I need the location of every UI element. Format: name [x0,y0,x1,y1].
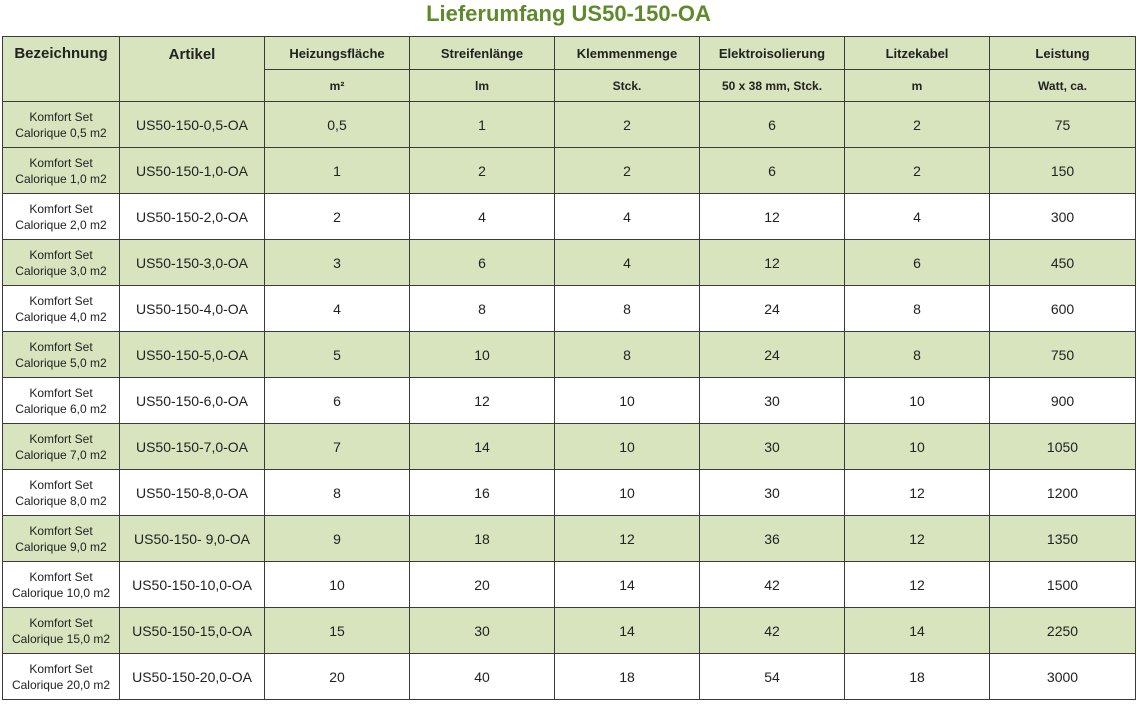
unit-streifenlaenge: lm [410,70,555,102]
table-row [3,470,1136,516]
cell-value: 6 [265,378,410,424]
bezeichnung-line-1: Komfort Set [29,201,93,216]
bezeichnung-line-1: Komfort Set [29,339,93,354]
cell-value: 18 [845,654,990,700]
cell-bezeichnung [3,654,120,700]
cell-value: 10 [555,378,700,424]
cell-value: 3 [265,240,410,286]
cell-value: 12 [555,516,700,562]
cell-value: 54 [700,654,845,700]
bezeichnung-line-2: Calorique 15,0 m2 [11,631,111,646]
header-artikel: Artikel [120,37,265,102]
cell-value: 12 [845,516,990,562]
cell-value: 10 [845,378,990,424]
cell-bezeichnung [3,194,120,240]
cell-value: 12 [845,562,990,608]
cell-value: 8 [555,286,700,332]
bezeichnung-line-2: Calorique 5,0 m2 [15,355,107,370]
cell-value: 8 [845,286,990,332]
cell-value: 5 [265,332,410,378]
cell-value: 24 [700,332,845,378]
cell-value: 10 [555,424,700,470]
unit-litzekabel: m [845,70,990,102]
bezeichnung-line-2: Calorique 9,0 m2 [15,539,107,554]
cell-value: 4 [555,240,700,286]
table-row [3,102,1136,148]
cell-value: 4 [845,194,990,240]
cell-value: 18 [410,516,555,562]
header-elektroisolierung: Elektroisolierung [700,37,845,70]
cell-value: 12 [410,378,555,424]
cell-value: 4 [265,286,410,332]
cell-artikel: US50-150-7,0-OA [120,424,265,470]
cell-value: 18 [555,654,700,700]
bezeichnung-line-1: Komfort Set [29,293,93,308]
cell-value: 4 [410,194,555,240]
cell-value: 2250 [990,608,1136,654]
cell-bezeichnung [3,378,120,424]
cell-bezeichnung [3,562,120,608]
table-row [3,516,1136,562]
cell-bezeichnung [3,286,120,332]
header-heizungsflaeche: Heizungsfläche [265,37,410,70]
bezeichnung-line-1: Komfort Set [29,477,93,492]
cell-value: 42 [700,608,845,654]
header-leistung: Leistung [990,37,1136,70]
cell-value: 8 [265,470,410,516]
cell-value: 6 [845,240,990,286]
cell-value: 12 [700,240,845,286]
header-litzekabel: Litzekabel [845,37,990,70]
bezeichnung-line-2: Calorique 4,0 m2 [15,309,107,324]
cell-value: 1050 [990,424,1136,470]
table-row [3,148,1136,194]
cell-value: 14 [845,608,990,654]
table-row [3,194,1136,240]
table-row [3,562,1136,608]
cell-value: 6 [700,148,845,194]
unit-elektroisolierung: 50 x 38 mm, Stck. [700,70,845,102]
header-streifenlaenge: Streifenlänge [410,37,555,70]
bezeichnung-line-1: Komfort Set [29,569,93,584]
cell-value: 7 [265,424,410,470]
cell-value: 14 [410,424,555,470]
cell-artikel: US50-150-6,0-OA [120,378,265,424]
bezeichnung-line-2: Calorique 8,0 m2 [15,493,107,508]
cell-value: 30 [700,424,845,470]
cell-artikel: US50-150-3,0-OA [120,240,265,286]
cell-value: 750 [990,332,1136,378]
cell-bezeichnung [3,102,120,148]
cell-value: 1 [410,102,555,148]
page-title: Lieferumfang US50-150-OA [426,1,711,26]
cell-value: 900 [990,378,1136,424]
bezeichnung-line-1: Komfort Set [29,661,93,676]
bezeichnung-line-2: Calorique 6,0 m2 [15,401,107,416]
cell-artikel: US50-150-2,0-OA [120,194,265,240]
cell-value: 8 [410,286,555,332]
cell-value: 10 [265,562,410,608]
bezeichnung-line-1: Komfort Set [29,615,93,630]
cell-bezeichnung [3,424,120,470]
cell-value: 2 [555,102,700,148]
cell-artikel: US50-150- 9,0-OA [120,516,265,562]
cell-value: 600 [990,286,1136,332]
bezeichnung-line-2: Calorique 10,0 m2 [11,585,111,600]
table-row [3,240,1136,286]
cell-value: 8 [555,332,700,378]
cell-value: 12 [700,194,845,240]
table-row [3,654,1136,700]
unit-leistung: Watt, ca. [990,70,1136,102]
table-row [3,286,1136,332]
cell-artikel: US50-150-4,0-OA [120,286,265,332]
cell-artikel: US50-150-20,0-OA [120,654,265,700]
delivery-table [2,36,1136,700]
cell-value: 10 [555,470,700,516]
cell-value: 2 [410,148,555,194]
bezeichnung-line-1: Komfort Set [29,431,93,446]
cell-value: 2 [265,194,410,240]
cell-value: 20 [265,654,410,700]
cell-value: 6 [700,102,845,148]
bezeichnung-line-2: Calorique 7,0 m2 [15,447,107,462]
unit-klemmenmenge: Stck. [555,70,700,102]
cell-value: 2 [555,148,700,194]
cell-value: 10 [410,332,555,378]
cell-value: 12 [845,470,990,516]
cell-value: 16 [410,470,555,516]
cell-value: 2 [845,102,990,148]
cell-value: 36 [700,516,845,562]
cell-artikel: US50-150-5,0-OA [120,332,265,378]
cell-value: 10 [845,424,990,470]
bezeichnung-line-2: Calorique 1,0 m2 [15,171,107,186]
cell-value: 30 [700,470,845,516]
bezeichnung-line-1: Komfort Set [29,523,93,538]
cell-value: 1350 [990,516,1136,562]
cell-bezeichnung [3,148,120,194]
cell-value: 14 [555,562,700,608]
cell-bezeichnung [3,516,120,562]
table-row [3,378,1136,424]
cell-value: 75 [990,102,1136,148]
cell-value: 15 [265,608,410,654]
table-row [3,608,1136,654]
header-bezeichnung: Bezeichnung [3,37,120,102]
table-row [3,424,1136,470]
bezeichnung-line-1: Komfort Set [29,385,93,400]
cell-artikel: US50-150-8,0-OA [120,470,265,516]
bezeichnung-line-2: Calorique 3,0 m2 [15,263,107,278]
cell-value: 0,5 [265,102,410,148]
cell-value: 150 [990,148,1136,194]
cell-artikel: US50-150-1,0-OA [120,148,265,194]
cell-value: 1 [265,148,410,194]
cell-value: 450 [990,240,1136,286]
bezeichnung-line-1: Komfort Set [29,155,93,170]
cell-value: 1500 [990,562,1136,608]
cell-artikel: US50-150-0,5-OA [120,102,265,148]
cell-value: 300 [990,194,1136,240]
cell-value: 3000 [990,654,1136,700]
cell-value: 14 [555,608,700,654]
bezeichnung-line-2: Calorique 0,5 m2 [15,125,107,140]
unit-heizungsflaeche: m² [265,70,410,102]
cell-value: 24 [700,286,845,332]
bezeichnung-line-1: Komfort Set [29,247,93,262]
header-klemmenmenge: Klemmenmenge [555,37,700,70]
cell-value: 40 [410,654,555,700]
cell-bezeichnung [3,470,120,516]
cell-value: 6 [410,240,555,286]
cell-bezeichnung [3,608,120,654]
cell-artikel: US50-150-15,0-OA [120,608,265,654]
cell-bezeichnung [3,332,120,378]
cell-artikel: US50-150-10,0-OA [120,562,265,608]
cell-value: 20 [410,562,555,608]
cell-value: 2 [845,148,990,194]
bezeichnung-line-1: Komfort Set [29,109,93,124]
cell-value: 30 [410,608,555,654]
bezeichnung-line-2: Calorique 20,0 m2 [11,677,111,692]
bezeichnung-line-2: Calorique 2,0 m2 [15,217,107,232]
table-row [3,332,1136,378]
cell-value: 30 [700,378,845,424]
cell-value: 4 [555,194,700,240]
cell-bezeichnung [3,240,120,286]
cell-value: 8 [845,332,990,378]
cell-value: 1200 [990,470,1136,516]
cell-value: 9 [265,516,410,562]
cell-value: 42 [700,562,845,608]
